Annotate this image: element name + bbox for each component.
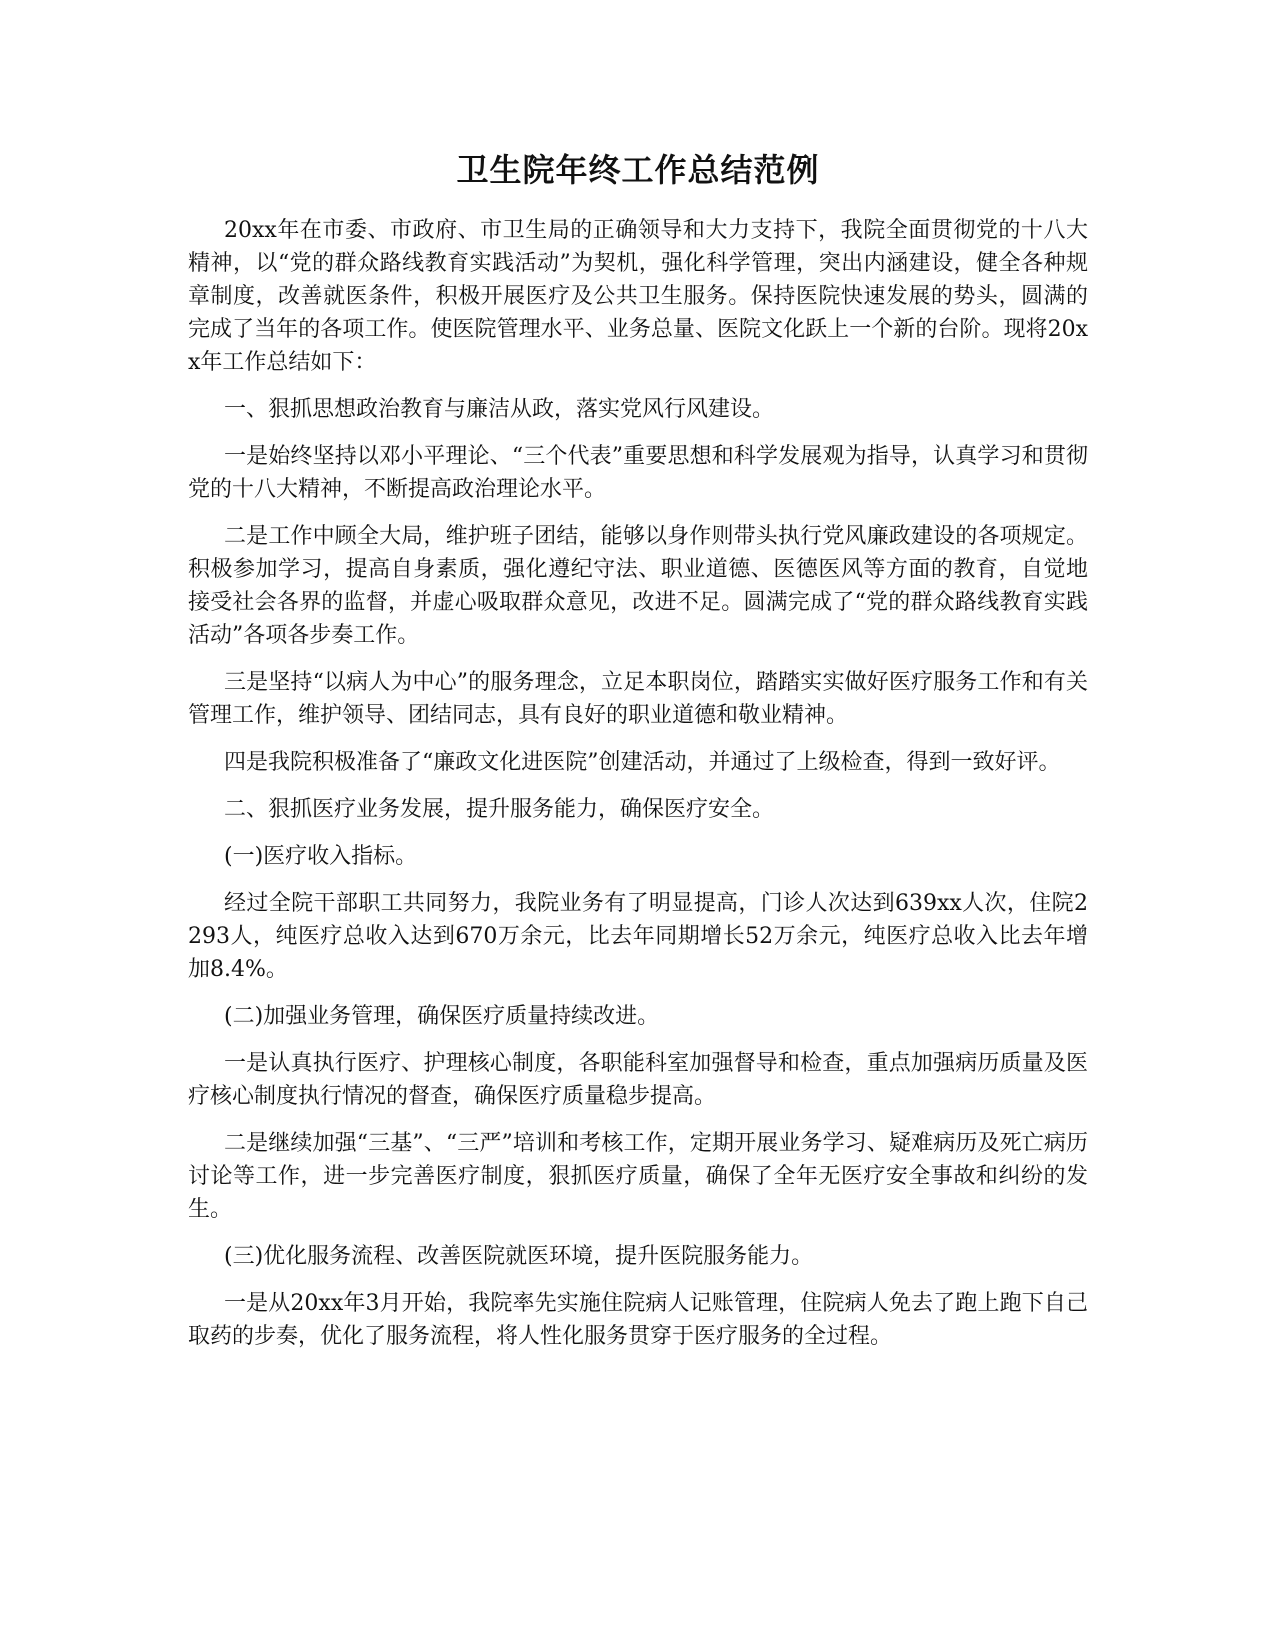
subsection-heading: (二)加强业务管理，确保医疗质量持续改进。 <box>224 1004 660 1029</box>
document-body <box>188 140 1088 1367</box>
body-paragraph: 三是坚持“以病人为中心”的服务理念，立足本职岗位，踏踏实实做好医疗服务工作和有关管理工作，维护领导、团结同志，具有良好的职业道德和敬业精神。 <box>188 670 1088 728</box>
body-paragraph: 一是认真执行医疗、护理核心制度，各职能科室加强督导和检查，重点加强病历质量及医疗核心制度执行情况的督查，确保医疗质量稳步提高。 <box>188 1051 1088 1109</box>
subsection-heading: (三)优化服务流程、改善医院就医环境，提升医院服务能力。 <box>224 1244 814 1269</box>
body-paragraph: 四是我院积极准备了“廉政文化进医院”创建活动，并通过了上级检查，得到一致好评。 <box>224 750 1061 775</box>
body-paragraph: 一是从20xx年3月开始，我院率先实施住院病人记账管理，住院病人免去了跑上跑下自己取药的步奏，优化了服务流程，将人性化服务贯穿于医疗服务的全过程。 <box>188 1291 1088 1349</box>
body-paragraph: 二是工作中顾全大局，维护班子团结，能够以身作则带头执行党风廉政建设的各项规定。积极参加学习，提高自身素质，强化遵纪守法、职业道德、医德医风等方面的教育，自觉地接受社会各界的监督，并虚心吸取群众意见，改进不足。圆满完成了“党的群众路线教育实践活动”各项各步奏工作。 <box>188 524 1088 648</box>
section-heading-1: 一、狠抓思想政治教育与廉洁从政，落实党风行风建设。 <box>224 397 775 422</box>
body-paragraph: 经过全院干部职工共同努力，我院业务有了明显提高，门诊人次达到639xx人次，住院2293人，纯医疗总收入达到670万余元，比去年同期增长52万余元，纯医疗总收入比去年增加8.4%。 <box>188 891 1088 982</box>
document-title: 卫生院年终工作总结范例 <box>456 151 820 189</box>
subsection-heading: (一)医疗收入指标。 <box>224 844 418 869</box>
intro-paragraph: 20xx年在市委、市政府、市卫生局的正确领导和大力支持下，我院全面贯彻党的十八大精神，以“党的群众路线教育实践活动”为契机，强化科学管理，突出内涵建设，健全各种规章制度，改善就医条件，积极开展医疗及公共卫生服务。保持医院快速发展的势头，圆满的完成了当年的各项工作。使医院管理水平、业务总量、医院文化跃上一个新的台阶。现将20xx年工作总结如下： <box>188 218 1088 375</box>
body-paragraph: 一是始终坚持以邓小平理论、“三个代表”重要思想和科学发展观为指导，认真学习和贯彻党的十八大精神，不断提高政治理论水平。 <box>188 444 1088 502</box>
section-heading-2: 二、狠抓医疗业务发展，提升服务能力，确保医疗安全。 <box>224 797 775 822</box>
body-paragraph: 二是继续加强“三基”、“三严”培训和考核工作，定期开展业务学习、疑难病历及死亡病历讨论等工作，进一步完善医疗制度，狠抓医疗质量，确保了全年无医疗安全事故和纠纷的发生。 <box>188 1131 1088 1222</box>
